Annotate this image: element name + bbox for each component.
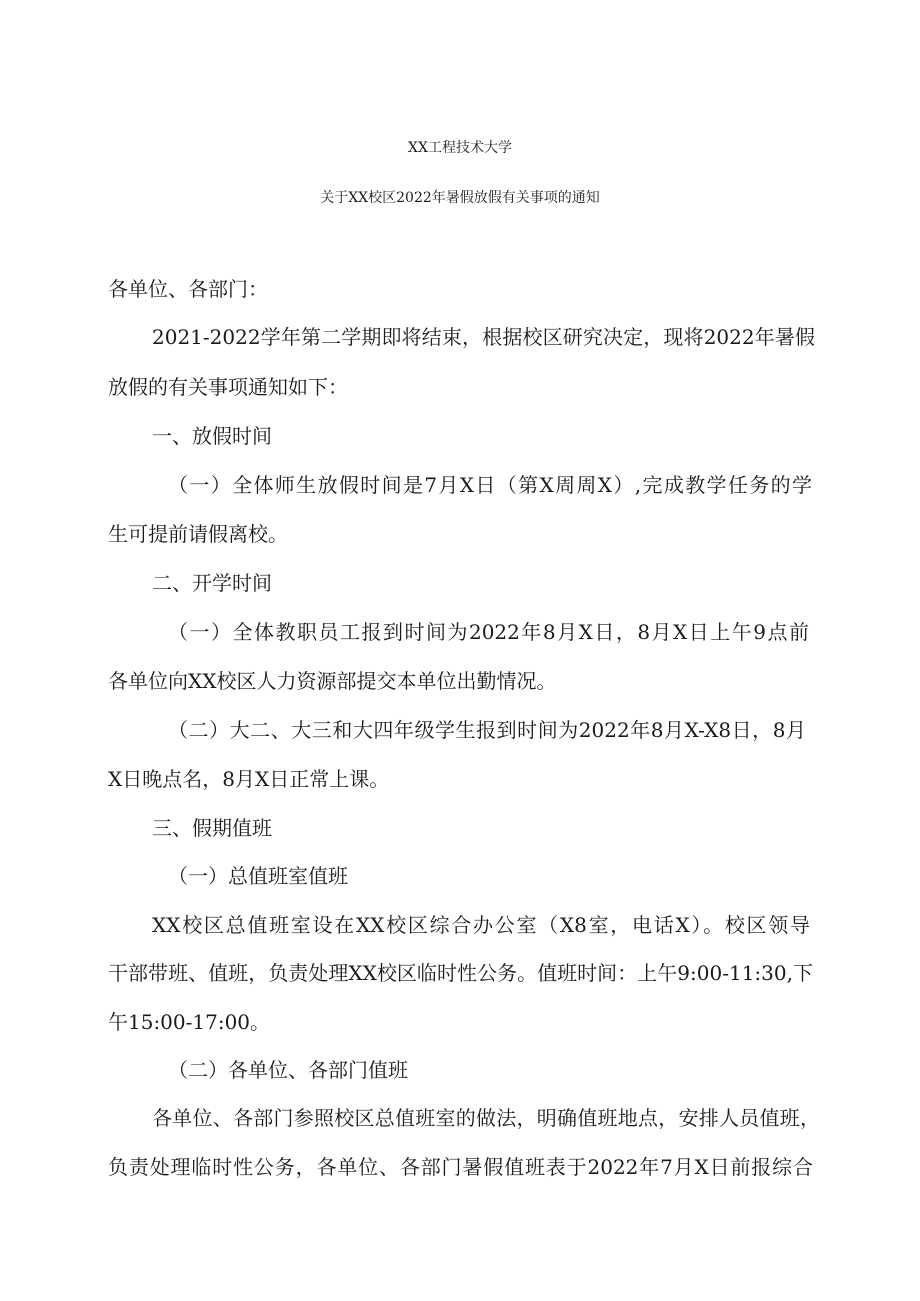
duty-sub-1-line-2: 干部带班、值班，负责处理XX校区临时性公务。值班时间：上午9:00-11:30,下 [108,961,813,985]
school-start-item-2-line-1: （二）大二、大三和大四年级学生报到时间为2022年8月X-X8日，8月 [168,718,806,742]
school-start-item-1-line-1: （一）全体教职员工报到时间为2022年8月X日，8月X日上午9点前 [168,620,809,644]
school-start-item-2-line-2: X日晚点名，8月X日正常上课。 [108,767,390,791]
document-title-institution: XX工程技术大学 [408,140,512,156]
school-start-item-1-line-2: 各单位向XX校区人力资源部提交本单位出勤情况。 [108,669,557,693]
intro-line-2: 放假的有关事项通知如下： [108,375,348,399]
intro-line-1: 2021-2022学年第二学期即将结束，根据校区研究决定，现将2022年暑假 [152,325,815,349]
section-heading-school-start: 二、开学时间 [152,571,272,595]
vacation-item-1-line-1: （一）全体师生放假时间是7月X日（第X周周X）,完成教学任务的学 [168,473,812,497]
vacation-item-1-line-2: 生可提前请假离校。 [108,522,288,546]
document-title-notice: 关于XX校区2022年暑假放假有关事项的通知 [320,190,600,206]
duty-sub-2-line-1: 各单位、各部门参照校区总值班室的做法，明确值班地点，安排人员值班， [152,1106,820,1130]
duty-sub-1-line-1: XX校区总值班室设在XX校区综合办公室（X8室，电话X）。校区领导 [152,913,810,937]
section-heading-duty: 三、假期值班 [152,816,272,840]
duty-sub-1-line-3: 午15:00-17:00。 [108,1010,271,1034]
section-heading-vacation-time: 一、放假时间 [152,424,272,448]
duty-sub-heading-1: （一）总值班室值班 [168,864,348,888]
duty-sub-2-line-2: 负责处理临时性公务，各单位、各部门暑假值班表于2022年7月X日前报综合 [108,1155,813,1179]
salutation: 各单位、各部门： [108,277,268,301]
duty-sub-heading-2: （二）各单位、各部门值班 [168,1058,408,1082]
